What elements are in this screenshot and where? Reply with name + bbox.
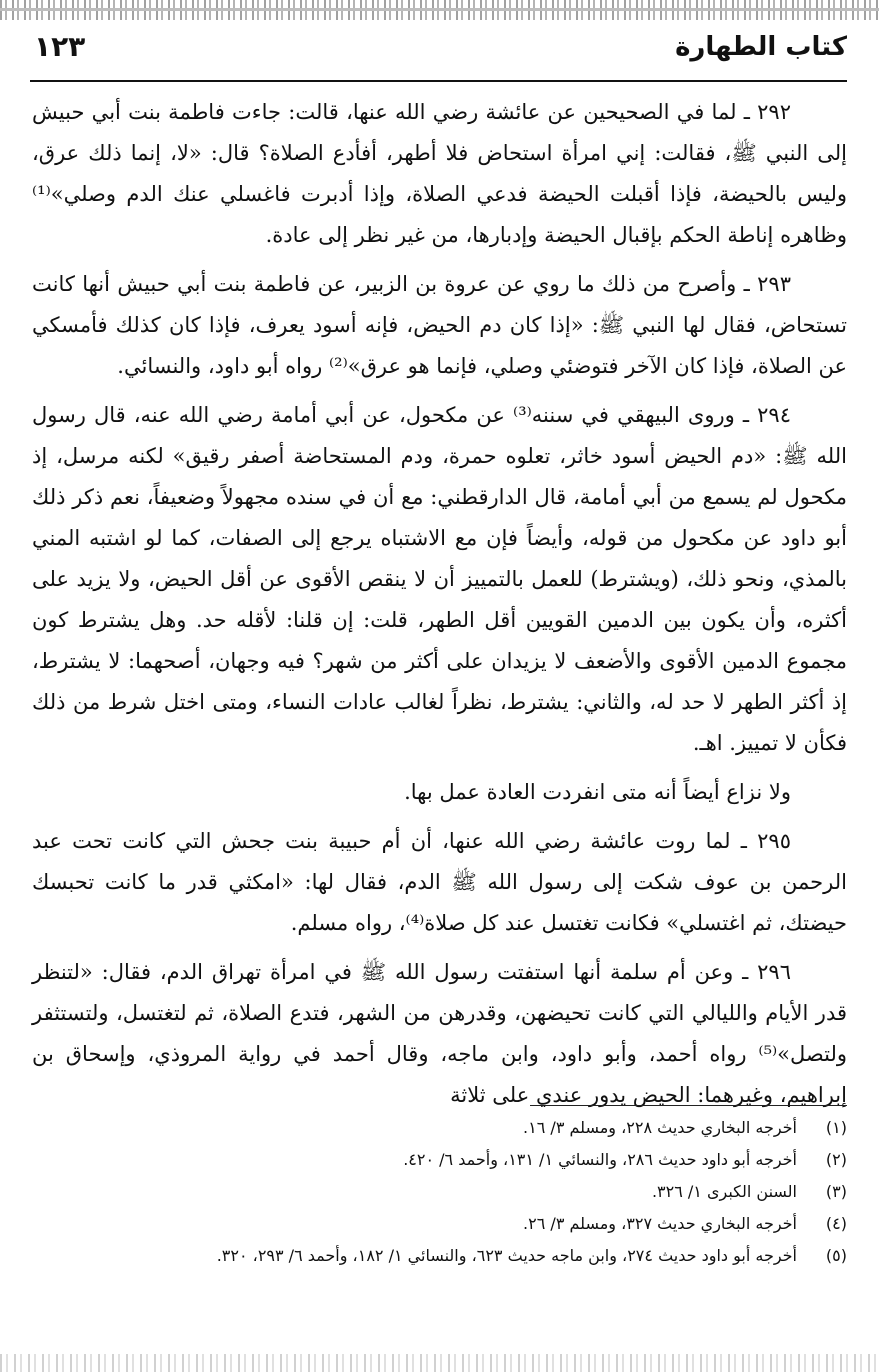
footnotes	[32, 1112, 847, 1272]
page-header	[34, 30, 847, 76]
footnote-mark: (١)	[825, 1118, 847, 1137]
paragraph-295: ٢٩٥ ـ لما روت عائشة رضي الله عنها، أن أم حبيبة بنت جحش التي كانت تحت عبد الرحمن بن عوف شكت إلى رسول الله ﷺ الدم، فقال لها: «امكثي قدر ما كانت تحبسك حيضتك، ثم اغتسلي» فكانت تغتسل عند كل صلاة⁽⁴⁾، رواه مسلم.	[32, 829, 847, 935]
footnote-mark: (٢)	[825, 1150, 847, 1169]
footnote-mark: (٤)	[825, 1214, 847, 1233]
paragraph-294: ٢٩٤ ـ وروى البيهقي في سننه⁽³⁾ عن مكحول، عن أبي أمامة رضي الله عنه، قال رسول الله ﷺ: «دم الحيض أسود خاثر، تعلوه حمرة، ودم المستحاضة أصفر رقيق» لكنه مرسل، إذ مكحول لم يسمع من أبي أمامة، قال الدارقطني: مع أن في سنده مجهولاً وضعيفاً، نعم ذكر ذلك أبو داود عن مكحول من قوله، وأيضاً فإن مع الاشتباه يرجع إلى الصفات، كما لو اشتبه المني بالمذي، ونحو ذلك، (ويشترط) للعمل بالتمييز أن لا ينقص الأقوى عن أقل الحيض، ولا يزيد على أكثره، وأن يكون بين الدمين القويين أقل الطهر، قلت: إن قلنا: لأقله حد. وهل يشترط كون مجموع الدمين الأقوى والأضعف لا يزيدان على أكثر من شهر؟ فيه وجهان، أصحهما: لا يشترط، إذ أكثر الطهر لا حد له، والثاني: يشترط، نظراً لغالب عادات النساء، ومتى اختل شرط من ذلك فكأن لا تمييز. اهـ.	[32, 403, 847, 755]
header-rule	[30, 80, 847, 82]
main-text	[32, 92, 847, 1124]
paragraph-292: ٢٩٢ ـ لما في الصحيحين عن عائشة رضي الله عنها، قالت: جاءت فاطمة بنت أبي حبيش إلى النبي ﷺ، فقالت: إني امرأة استحاض فلا أطهر، أفأدع الصلاة؟ قال: «لا، إنما ذلك عرق، وليس بالحيضة، فإذا أقبلت الحيضة فدعي الصلاة، وإذا أدبرت فاغسلي عنك الدم وصلي»⁽¹⁾ وظاهره إناطة الحكم بإقبال الحيضة وإدبارها، من غير نظر إلى عادة.	[32, 100, 847, 247]
footnote-text: أخرجه أبو داود حديث ٢٧٤، وابن ماجه حديث ٦٢٣، والنسائي ١/ ١٨٢، وأحمد ٦/ ٢٩٣، ٣٢٠.	[216, 1246, 797, 1265]
paragraph-296: ٢٩٦ ـ وعن أم سلمة أنها استفتت رسول الله ﷺ في امرأة تهراق الدم، فقال: «لتنظر قدر الأيام والليالي التي كانت تحيضهن، وقدرهن من الشهر، فتدع الصلاة، ثم لتغتسل، ولتستثفر ولتصل»⁽⁵⁾ رواه أحمد، وأبو داود، وابن ماجه، وقال أحمد في رواية المروذي، وإسحاق بن إبراهيم، وغيرهما: الحيض يدور عندي على ثلاثة	[32, 960, 847, 1107]
footnote-separator	[530, 1105, 847, 1106]
page-number: ١٢٣	[34, 30, 86, 63]
footnote-mark: (٥)	[825, 1246, 847, 1265]
footnote-text: أخرجه البخاري حديث ٣٢٧، ومسلم ٣/ ٢٦.	[523, 1214, 797, 1233]
bottom-ornamental-border	[0, 1354, 879, 1372]
footnote-mark: (٣)	[825, 1182, 847, 1201]
paragraph-note: ولا نزاع أيضاً أنه متى انفردت العادة عمل بها.	[404, 780, 791, 804]
footnote-text: السنن الكبرى ١/ ٣٢٦.	[651, 1182, 797, 1201]
footnote-3	[32, 1176, 847, 1208]
footnote-text: أخرجه أبو داود حديث ٢٨٦، والنسائي ١/ ١٣١، وأحمد ٦/ ٤٢٠.	[403, 1150, 797, 1169]
footnote-2	[32, 1144, 847, 1176]
footnote-4	[32, 1208, 847, 1240]
footnote-1	[32, 1112, 847, 1144]
running-title: كتاب الطهارة	[675, 32, 847, 62]
top-ornamental-border	[0, 0, 879, 20]
footnote-text: أخرجه البخاري حديث ٢٢٨، ومسلم ٣/ ١٦.	[523, 1118, 797, 1137]
footnote-5	[32, 1240, 847, 1272]
paragraph-293: ٢٩٣ ـ وأصرح من ذلك ما روي عن عروة بن الزبير، عن فاطمة بنت أبي حبيش أنها كانت تستحاض، فقال لها النبي ﷺ: «إذا كان دم الحيض، فإنه أسود يعرف، فإذا كان كذلك فأمسكي عن الصلاة، فإذا كان الآخر فتوضئي وصلي، فإنما هو عرق»⁽²⁾ رواه أبو داود، والنسائي.	[32, 272, 847, 378]
